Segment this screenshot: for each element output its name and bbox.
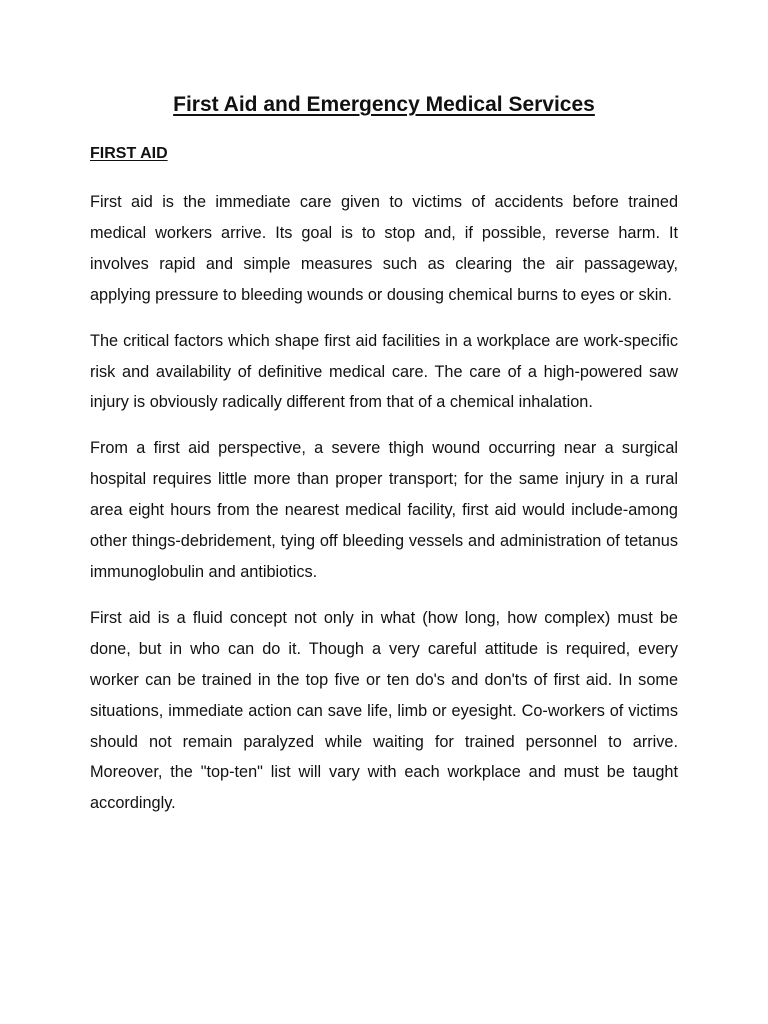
document-title: First Aid and Emergency Medical Services bbox=[173, 93, 595, 116]
section-heading-first-aid: FIRST AID bbox=[90, 145, 168, 162]
paragraph-critical-factors: The critical factors which shape first aid facilities in a workplace are work-specific risk and availability of definitive medical care. The care of a high-powered saw injury is obviously radically different from that of a chemical inhalation. bbox=[90, 331, 678, 412]
paragraph-fluid-concept: First aid is a fluid concept not only in what (how long, how complex) must be done, but in who can do it. Though a very careful attitude is required, every worker can be trained in the top five or ten do's and don'ts of first aid. In some situations, immediate action can save life, limb or eyesight. Co-workers of victims should not remain paralyzed while waiting for trained personnel to arrive. Moreover, the "top-ten" list will vary with each workplace and must be taught accordingly. bbox=[90, 608, 678, 813]
paragraph-definition: First aid is the immediate care given to victims of accidents before trained medical workers arrive. Its goal is to stop and, if possible, reverse harm. It involves rapid and simple measures such as clearing the air passageway, applying pressure to bleeding wounds or dousing chemical burns to eyes or skin. bbox=[90, 193, 678, 304]
paragraph-perspective: From a first aid perspective, a severe thigh wound occurring near a surgical hospital requires little more than proper transport; for the same injury in a rural area eight hours from the nearest medical facility, first aid would include-among other things-debridement, tying off bleeding vessels and administration of tetanus immunoglobulin and antibiotics. bbox=[90, 439, 678, 581]
